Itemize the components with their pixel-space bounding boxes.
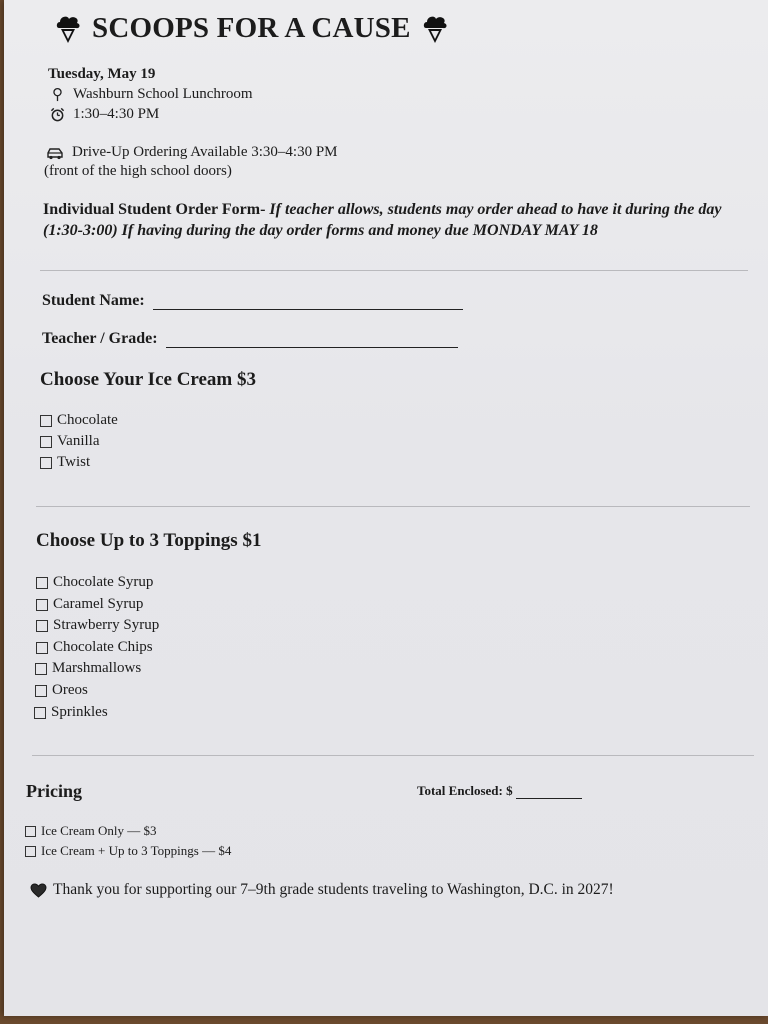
total-enclosed-field bbox=[417, 783, 582, 799]
location-pin-icon bbox=[50, 87, 65, 102]
student-name-field bbox=[42, 292, 463, 310]
event-date: Tuesday, May 19 bbox=[48, 66, 156, 82]
order-form-page bbox=[4, 0, 768, 1016]
option-label: Strawberry Syrup bbox=[53, 617, 160, 633]
student-name-label: Student Name: bbox=[42, 292, 145, 309]
option-label: Oreos bbox=[52, 682, 88, 698]
notice-detail: If teacher allows, students may order ahead to have it during the day (1:30-3:00) If having during the day order forms and money due MONDAY MAY 18 bbox=[43, 201, 722, 239]
pricing-option-ice-cream-toppings[interactable] bbox=[25, 843, 231, 859]
student-name-input[interactable] bbox=[153, 309, 463, 310]
teacher-grade-field bbox=[42, 330, 458, 348]
teacher-grade-input[interactable] bbox=[166, 347, 458, 348]
checkbox[interactable] bbox=[25, 826, 36, 837]
toppings-section-title: Choose Up to 3 Toppings $1 bbox=[36, 530, 262, 551]
event-location-text: Washburn School Lunchroom bbox=[73, 86, 253, 102]
topping-option-marshmallows[interactable] bbox=[35, 660, 141, 677]
drive-up-text: Drive-Up Ordering Available 3:30–4:30 PM bbox=[72, 144, 338, 160]
option-label: Caramel Syrup bbox=[53, 596, 144, 612]
ice-cream-option-vanilla[interactable] bbox=[40, 433, 100, 450]
topping-option-caramel-syrup[interactable] bbox=[36, 596, 143, 613]
option-label: Marshmallows bbox=[52, 660, 142, 676]
topping-option-chocolate-chips[interactable] bbox=[36, 639, 153, 656]
thank-you-text: Thank you for supporting our 7–9th grade students traveling to Washington, D.C. in 2027! bbox=[53, 881, 614, 898]
checkbox[interactable] bbox=[34, 707, 46, 719]
option-label: Chocolate Syrup bbox=[53, 574, 154, 590]
notice-lead: Individual Student Order Form- bbox=[43, 201, 266, 218]
checkbox[interactable] bbox=[35, 663, 47, 675]
topping-option-strawberry-syrup[interactable] bbox=[36, 617, 159, 634]
checkbox[interactable] bbox=[40, 415, 52, 427]
car-icon bbox=[46, 146, 64, 160]
drive-up-note: (front of the high school doors) bbox=[44, 163, 232, 179]
option-label: Chocolate bbox=[57, 412, 118, 428]
order-notice bbox=[43, 199, 743, 241]
option-label: Sprinkles bbox=[51, 704, 108, 720]
total-enclosed-input[interactable] bbox=[516, 798, 582, 799]
divider bbox=[32, 755, 754, 756]
checkbox[interactable] bbox=[36, 642, 48, 654]
event-time-text: 1:30–4:30 PM bbox=[73, 106, 160, 122]
event-time bbox=[50, 106, 159, 123]
alarm-clock-icon bbox=[50, 107, 65, 122]
ice-cream-option-chocolate[interactable] bbox=[40, 412, 118, 429]
divider bbox=[40, 270, 748, 271]
pricing-option-ice-cream-only[interactable] bbox=[25, 823, 157, 839]
ice-cream-icon bbox=[54, 13, 82, 45]
drive-up-ordering bbox=[46, 144, 338, 161]
checkbox[interactable] bbox=[35, 685, 47, 697]
total-enclosed-label: Total Enclosed: $ bbox=[417, 783, 513, 798]
teacher-grade-label: Teacher / Grade: bbox=[42, 330, 158, 347]
option-label: Vanilla bbox=[57, 433, 100, 449]
form-title-text: SCOOPS FOR A CAUSE bbox=[92, 12, 411, 44]
form-title bbox=[54, 12, 449, 45]
checkbox[interactable] bbox=[36, 577, 48, 589]
topping-option-oreos[interactable] bbox=[35, 682, 88, 699]
option-label: Chocolate Chips bbox=[53, 639, 153, 655]
checkbox[interactable] bbox=[36, 599, 48, 611]
checkbox[interactable] bbox=[40, 457, 52, 469]
checkbox[interactable] bbox=[36, 620, 48, 632]
divider bbox=[36, 506, 750, 507]
topping-option-chocolate-syrup[interactable] bbox=[36, 574, 153, 591]
option-label: Ice Cream Only — $3 bbox=[41, 823, 157, 838]
option-label: Twist bbox=[57, 454, 91, 470]
event-location bbox=[50, 86, 253, 103]
pricing-title: Pricing bbox=[26, 781, 82, 801]
ice-cream-icon bbox=[421, 13, 449, 45]
ice-cream-option-twist[interactable] bbox=[40, 454, 90, 471]
option-label: Ice Cream + Up to 3 Toppings — $4 bbox=[41, 843, 232, 858]
ice-cream-section-title: Choose Your Ice Cream $3 bbox=[40, 369, 257, 390]
thank-you-message bbox=[30, 881, 614, 899]
heart-icon bbox=[30, 883, 47, 898]
topping-option-sprinkles[interactable] bbox=[34, 704, 108, 721]
checkbox[interactable] bbox=[25, 846, 36, 857]
checkbox[interactable] bbox=[40, 436, 52, 448]
